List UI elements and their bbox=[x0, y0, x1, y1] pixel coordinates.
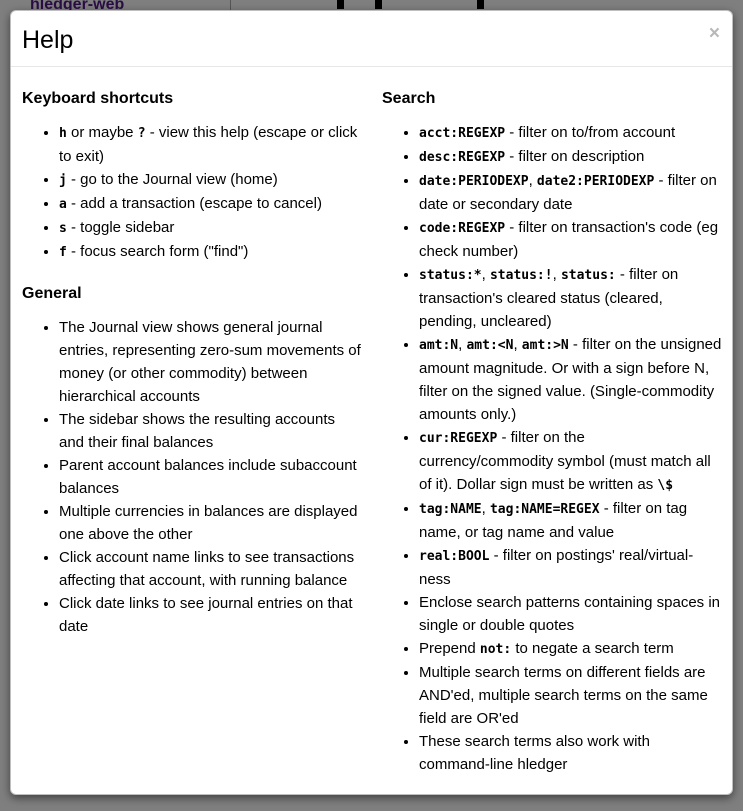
code-term: amt:<N bbox=[466, 338, 514, 353]
code-term: code:REGEXP bbox=[419, 221, 506, 236]
code-term: tag:NAME bbox=[419, 502, 482, 517]
help-list-item: • Multiple search terms on different fields are AND'ed, multiple search terms on the same field are OR'ed bbox=[419, 661, 722, 730]
code-term: date:PERIODEXP bbox=[419, 174, 529, 189]
help-list-item: • acct:REGEXP - filter on to/from account bbox=[419, 121, 722, 145]
modal-header bbox=[11, 11, 732, 67]
help-list-item: • a - add a transaction (escape to cancel) bbox=[59, 192, 362, 216]
code-term: amt:N bbox=[419, 338, 459, 353]
code-term: acct:REGEXP bbox=[419, 126, 506, 141]
code-term: not: bbox=[479, 642, 512, 657]
code-term: status:! bbox=[489, 268, 553, 283]
help-list-item: • status:*, status:!, status: - filter on transaction's cleared status (cleared, pending, uncleared) bbox=[419, 263, 722, 333]
help-list-item: • Click account name links to see transactions affecting that account, with running balance bbox=[59, 546, 362, 592]
code-term: desc:REGEXP bbox=[419, 150, 506, 165]
section-heading: Search bbox=[382, 90, 436, 107]
help-column-right bbox=[382, 83, 722, 782]
code-term: amt:>N bbox=[521, 338, 569, 353]
section-heading: Keyboard shortcuts bbox=[22, 90, 174, 107]
code-term: \$ bbox=[657, 478, 674, 493]
help-list-item: • s - toggle sidebar bbox=[59, 216, 362, 240]
close-icon[interactable]: × bbox=[708, 23, 720, 44]
help-list-item: • code:REGEXP - filter on transaction's code (eg check number) bbox=[419, 216, 722, 263]
help-list-item: • cur:REGEXP - filter on the currency/commodity symbol (must match all of it). Dollar sign must be written as \$ bbox=[419, 426, 722, 497]
code-term: h bbox=[59, 126, 67, 141]
help-list-item: • real:BOOL - filter on postings' real/virtual-ness bbox=[419, 544, 722, 591]
help-list-item: • The Journal view shows general journal entries, representing zero-sum movements of money (or other commodity) between hierarchical accounts bbox=[59, 316, 362, 408]
help-list-item: • The sidebar shows the resulting accounts and their final balances bbox=[59, 408, 362, 454]
section-heading: General bbox=[22, 285, 82, 302]
code-term: status: bbox=[560, 268, 616, 283]
help-column-left bbox=[22, 83, 362, 782]
code-term: j bbox=[59, 173, 67, 188]
help-list-item: • Prepend not: to negate a search term bbox=[419, 637, 722, 661]
help-list-item: • tag:NAME, tag:NAME=REGEX - filter on tag name, or tag name and value bbox=[419, 497, 722, 544]
modal-title: Help bbox=[22, 26, 74, 54]
help-list-item: • j - go to the Journal view (home) bbox=[59, 168, 362, 192]
help-list-item: • desc:REGEXP - filter on description bbox=[419, 145, 722, 169]
help-list-item: • These search terms also work with command-line hledger bbox=[419, 730, 722, 776]
help-list-item: • f - focus search form ("find") bbox=[59, 240, 362, 264]
help-list-item: • Click date links to see journal entries on that date bbox=[59, 592, 362, 638]
help-modal bbox=[10, 10, 733, 795]
help-list-item: • Multiple currencies in balances are displayed one above the other bbox=[59, 500, 362, 546]
help-list-item: • Parent account balances include subaccount balances bbox=[59, 454, 362, 500]
code-term: date2:PERIODEXP bbox=[536, 174, 655, 189]
code-term: status:* bbox=[419, 268, 482, 283]
code-term: f bbox=[59, 245, 67, 260]
help-list bbox=[22, 121, 362, 264]
code-term: ? bbox=[137, 126, 146, 141]
code-term: real:BOOL bbox=[419, 549, 490, 564]
help-list-item: • amt:N, amt:<N, amt:>N - filter on the unsigned amount magnitude. Or with a sign before N, filter on the signed value. (Single-commodity amounts only.) bbox=[419, 333, 722, 426]
modal-body bbox=[11, 67, 732, 782]
code-term: a bbox=[59, 197, 67, 212]
code-term: tag:NAME=REGEX bbox=[489, 502, 600, 517]
code-term: cur:REGEXP bbox=[419, 431, 498, 446]
help-list bbox=[22, 316, 362, 638]
help-list-item: • date:PERIODEXP, date2:PERIODEXP - filter on date or secondary date bbox=[419, 169, 722, 216]
help-list-item: • Enclose search patterns containing spaces in single or double quotes bbox=[419, 591, 722, 637]
code-term: s bbox=[59, 221, 67, 236]
help-list-item: • h or maybe ? - view this help (escape or click to exit) bbox=[59, 121, 362, 168]
help-list bbox=[382, 121, 722, 776]
